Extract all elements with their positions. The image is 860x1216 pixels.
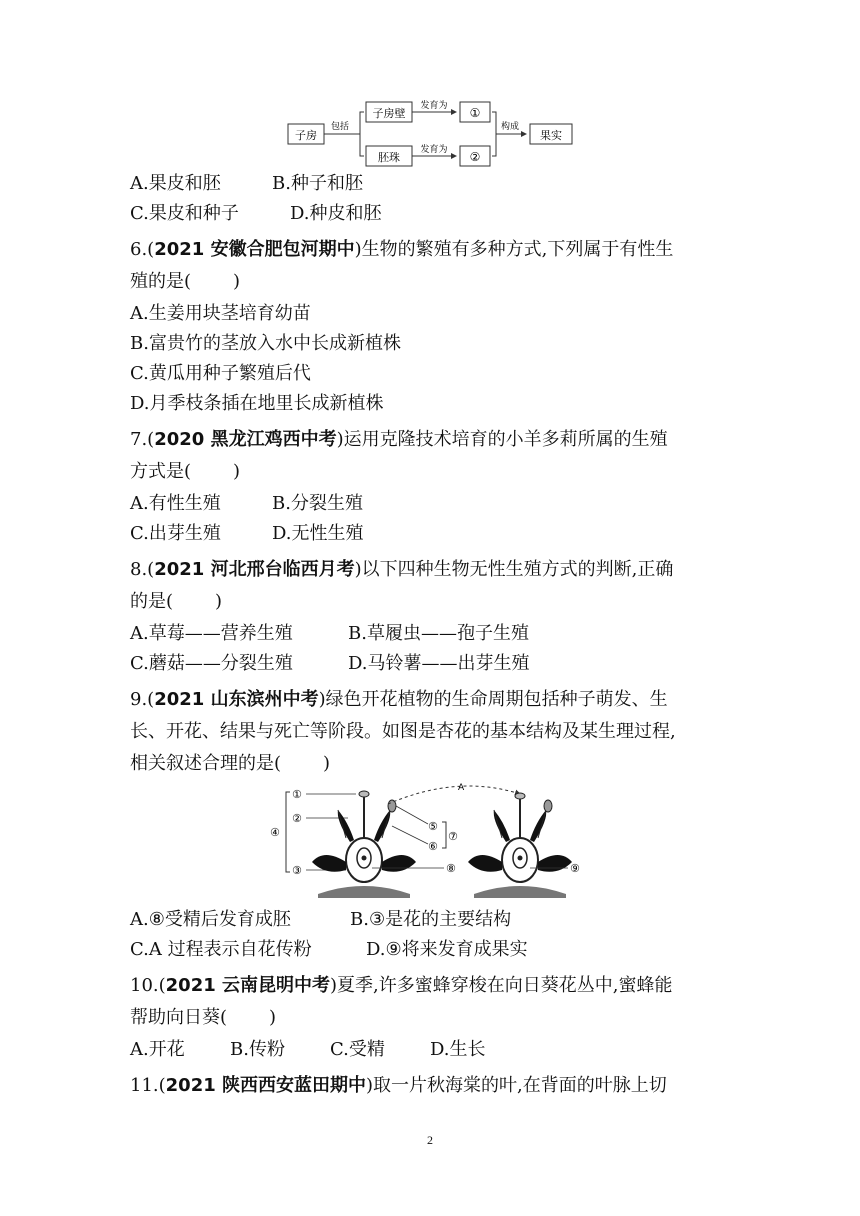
- q9-number: 9.(: [130, 689, 155, 710]
- q6-stem-1: )生物的繁殖有多种方式,下列属于有性生: [354, 239, 674, 260]
- q8-option-b[interactable]: B.草履虫——孢子生殖: [348, 623, 529, 644]
- q7-number: 7.(: [130, 429, 155, 450]
- q10-option-d[interactable]: D.生长: [430, 1039, 486, 1060]
- q11-source: 2021 陕西西安蓝田期中: [165, 1075, 367, 1096]
- label-3: ③: [292, 864, 302, 877]
- q9-option-b[interactable]: B.③是花的主要结构: [350, 909, 512, 930]
- q9-stem-1: )绿色开花植物的生命周期包括种子萌发、生: [318, 689, 668, 710]
- apricot-flower-diagram: [268, 782, 604, 902]
- q7-close-paren: ): [233, 461, 241, 482]
- ovary-label: 子房: [295, 129, 317, 142]
- label-2: ②: [292, 812, 302, 825]
- q8-stem-1: )以下四种生物无性生殖方式的判断,正确: [354, 559, 674, 580]
- forms-label: 构成: [500, 122, 520, 132]
- q10-stem-line-2: [130, 1006, 276, 1030]
- label-8: ⑧: [446, 862, 456, 875]
- includes-label: 包括: [330, 122, 350, 132]
- q8-options-row-1: [130, 622, 529, 646]
- q9-option-d[interactable]: D.⑨将来发育成果实: [366, 939, 528, 960]
- q10-number: 10.(: [130, 975, 166, 996]
- label-1: ①: [292, 788, 302, 801]
- q6-option-a[interactable]: A.生姜用块茎培育幼苗: [130, 303, 311, 324]
- q10-stem-line-1: [130, 974, 673, 998]
- q9-option-a[interactable]: A.⑧受精后发育成胚: [130, 909, 291, 930]
- q6-option-b[interactable]: B.富贵竹的茎放入水中长成新植株: [130, 333, 401, 354]
- q10-source: 2021 云南昆明中考: [165, 975, 331, 996]
- q9-close-paren: ): [323, 753, 331, 774]
- q6-option-c[interactable]: C.黄瓜用种子繁殖后代: [130, 363, 311, 384]
- q8-stem-2: 的是(: [130, 591, 174, 612]
- q6-stem-line-2: [130, 270, 240, 294]
- develops-into-label-1: 发育为: [420, 101, 448, 111]
- q5-options-row-1: [130, 172, 363, 196]
- q10-option-c[interactable]: C.受精: [330, 1039, 385, 1060]
- q10-options-row: [130, 1038, 486, 1062]
- q10-option-a[interactable]: A.开花: [130, 1039, 185, 1060]
- q7-options-row-1: [130, 492, 363, 516]
- ovary-development-diagram: [280, 96, 580, 168]
- q11-stem-1: )取一片秋海棠的叶,在背面的叶脉上切: [366, 1075, 667, 1096]
- q7-option-b[interactable]: B.分裂生殖: [272, 493, 363, 514]
- q5-option-c[interactable]: C.果皮和种子: [130, 203, 239, 224]
- q7-option-c[interactable]: C.出芽生殖: [130, 523, 221, 544]
- q5-options-row-2: [130, 202, 382, 226]
- left-flower: [312, 791, 416, 898]
- right-flower: [468, 793, 572, 898]
- label-6: ⑥: [428, 840, 438, 853]
- q9-stem-3: 相关叙述合理的是(: [130, 753, 282, 774]
- q6-stem-line-1: [130, 238, 673, 262]
- q8-option-d[interactable]: D.马铃薯——出芽生殖: [348, 653, 530, 674]
- ovule-label: 胚珠: [378, 151, 400, 164]
- q7-stem-1: )运用克隆技术培育的小羊多莉所属的生殖: [336, 429, 668, 450]
- q10-close-paren: ): [269, 1007, 277, 1028]
- q8-number: 8.(: [130, 559, 155, 580]
- q7-option-a[interactable]: A.有性生殖: [130, 493, 221, 514]
- q7-stem-line-1: [130, 428, 668, 452]
- q10-stem-2: 帮助向日葵(: [130, 1007, 228, 1028]
- q8-options-row-2: [130, 652, 530, 676]
- q7-stem-line-2: [130, 460, 240, 484]
- q6-option-d[interactable]: D.月季枝条插在地里长成新植株: [130, 393, 384, 414]
- q6-close-paren: ): [233, 271, 241, 292]
- q11-number: 11.(: [130, 1075, 166, 1096]
- q10-option-b[interactable]: B.传粉: [230, 1039, 285, 1060]
- q9-options-row-1: [130, 908, 511, 932]
- q9-stem-line-1: [130, 688, 668, 712]
- q9-option-c[interactable]: C.A 过程表示自花传粉: [130, 939, 312, 960]
- page-number: 2: [427, 1133, 433, 1147]
- q9-source: 2021 山东滨州中考: [154, 689, 319, 710]
- q6-stem-2: 殖的是(: [130, 271, 192, 292]
- q8-option-c[interactable]: C.蘑菇——分裂生殖: [130, 653, 293, 674]
- q11-stem-line-1: [130, 1074, 667, 1098]
- q8-stem-line-1: [130, 558, 673, 582]
- q7-options-row-2: [130, 522, 364, 546]
- q9-stem-line-2: 长、开花、结果与死亡等阶段。如图是杏花的基本结构及某生理过程,: [130, 721, 676, 742]
- q5-option-b[interactable]: B.种子和胚: [272, 173, 363, 194]
- label-7: ⑦: [448, 830, 458, 843]
- q6-number: 6.(: [130, 239, 155, 260]
- q5-option-a[interactable]: A.果皮和胚: [130, 173, 221, 194]
- q8-option-a[interactable]: A.草莓——营养生殖: [130, 623, 293, 644]
- ovary-wall-label: 子房壁: [372, 107, 406, 120]
- q9-options-row-2: [130, 938, 528, 962]
- develops-into-label-2: 发育为: [420, 145, 448, 155]
- result-1: ①: [469, 106, 481, 120]
- q9-stem-line-3: [130, 752, 330, 776]
- q7-option-d[interactable]: D.无性生殖: [272, 523, 364, 544]
- q5-option-d[interactable]: D.种皮和胚: [290, 203, 382, 224]
- fruit-label: 果实: [540, 129, 562, 142]
- label-9: ⑨: [570, 862, 580, 875]
- q8-close-paren: ): [215, 591, 223, 612]
- q8-source: 2021 河北邢台临西月考: [154, 559, 355, 580]
- arrow-label-a: A: [458, 783, 465, 793]
- q10-stem-1: )夏季,许多蜜蜂穿梭在向日葵花丛中,蜜蜂能: [330, 975, 673, 996]
- q7-stem-2: 方式是(: [130, 461, 192, 482]
- label-5: ⑤: [428, 820, 438, 833]
- label-4: ④: [270, 826, 280, 839]
- q8-stem-line-2: [130, 590, 222, 614]
- q7-source: 2020 黑龙江鸡西中考: [154, 429, 337, 450]
- result-2: ②: [469, 150, 481, 164]
- q6-source: 2021 安徽合肥包河期中: [154, 239, 355, 260]
